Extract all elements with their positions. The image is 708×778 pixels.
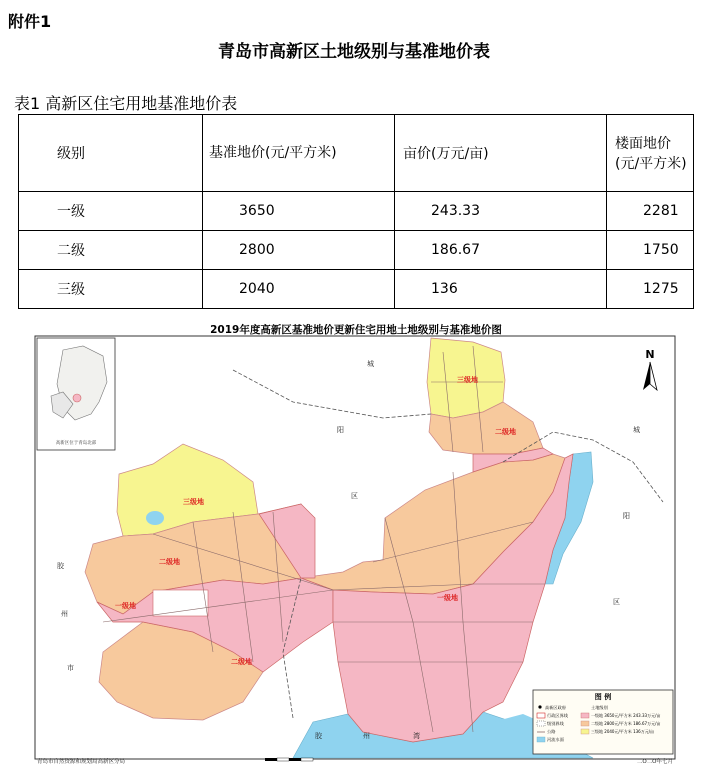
label-level1-east: 一级地: [437, 594, 458, 602]
cell-mu: 243.33: [395, 192, 607, 231]
legend-title: 图 例: [594, 693, 612, 701]
label-level3-north: 三级地: [457, 376, 478, 384]
svg-text:湾: 湾: [413, 732, 420, 740]
cell-mu: 186.67: [395, 231, 607, 270]
attachment-label: 附件1: [8, 12, 52, 31]
blank-plot: [153, 590, 208, 616]
svg-text:二级地 2800元/平方米 186.67万元/亩: 二级地 2800元/平方米 186.67万元/亩: [591, 721, 661, 726]
label-level2-west: 二级地: [159, 558, 180, 566]
map-title: 2019年度高新区基准地价更新住宅用地土地级别与基准地价图: [210, 324, 502, 336]
svg-text:高新区政府: 高新区政府: [545, 705, 566, 710]
table-row: [19, 231, 694, 270]
svg-text:级别界线: 级别界线: [547, 721, 564, 726]
table-caption: 表1 高新区住宅用地基准地价表: [14, 94, 238, 113]
pond-water: [146, 511, 164, 525]
map-footer-right: 二O二O年七月: [636, 759, 673, 765]
zoning-map: [33, 322, 679, 765]
inset-map: [37, 338, 115, 450]
map-canvas: [33, 322, 679, 765]
cell-level: 三级: [19, 270, 203, 309]
svg-text:一级地 3650元/平方米 243.33万元/亩: 一级地 3650元/平方米 243.33万元/亩: [591, 713, 661, 718]
cell-base: 2800: [203, 231, 395, 270]
cell-base: 3650: [203, 192, 395, 231]
table-header-row: [19, 115, 694, 192]
svg-text:三级地 2040元/平方米 136万元/亩: 三级地 2040元/平方米 136万元/亩: [591, 729, 655, 734]
header-floor-price: 楼面地价 (元/平方米): [607, 115, 694, 192]
svg-text:区: 区: [351, 492, 358, 500]
header-mu-price: 亩价(万元/亩): [395, 115, 607, 192]
table-row: [19, 192, 694, 231]
svg-text:区: 区: [613, 598, 620, 606]
cell-floor: 1275: [607, 270, 694, 309]
svg-text:行政区界线: 行政区界线: [547, 713, 568, 718]
cell-mu: 136: [395, 270, 607, 309]
svg-text:胶: 胶: [315, 732, 322, 740]
inset-caption: 高新区位于青岛北部: [55, 441, 97, 446]
svg-text:公路: 公路: [547, 729, 556, 734]
svg-text:州: 州: [61, 610, 68, 618]
header-level: 级别: [19, 115, 203, 192]
label-level2-north: 二级地: [495, 428, 516, 436]
gov-point-icon: [538, 705, 541, 708]
svg-text:河流水面: 河流水面: [547, 737, 564, 742]
label-level3-west: 三级地: [183, 498, 204, 506]
svg-text:N: N: [645, 348, 655, 361]
svg-text:城: 城: [633, 426, 640, 434]
label-level1-west: 一级地: [115, 602, 136, 610]
svg-text:阳: 阳: [623, 512, 630, 520]
header-base-price: 基准地价(元/平方米): [203, 115, 395, 192]
cell-level: 一级: [19, 192, 203, 231]
cell-base: 2040: [203, 270, 395, 309]
map-footer-left: 青岛市自然资源和规划局高新区分局: [37, 759, 126, 765]
svg-text:胶: 胶: [57, 562, 64, 570]
svg-text:土地级别: 土地级别: [591, 705, 608, 710]
svg-text:市: 市: [67, 664, 74, 672]
price-table: [18, 114, 694, 309]
svg-text:州: 州: [363, 732, 370, 740]
svg-text:城: 城: [367, 360, 374, 368]
table-row: [19, 270, 694, 309]
label-level2-south: 二级地: [231, 658, 252, 666]
cell-level: 二级: [19, 231, 203, 270]
scale-bar: [265, 758, 313, 761]
cell-floor: 2281: [607, 192, 694, 231]
svg-text:阳: 阳: [337, 426, 344, 434]
map-legend: [533, 690, 673, 754]
cell-floor: 1750: [607, 231, 694, 270]
page-title: 青岛市高新区土地级别与基准地价表: [218, 42, 490, 62]
